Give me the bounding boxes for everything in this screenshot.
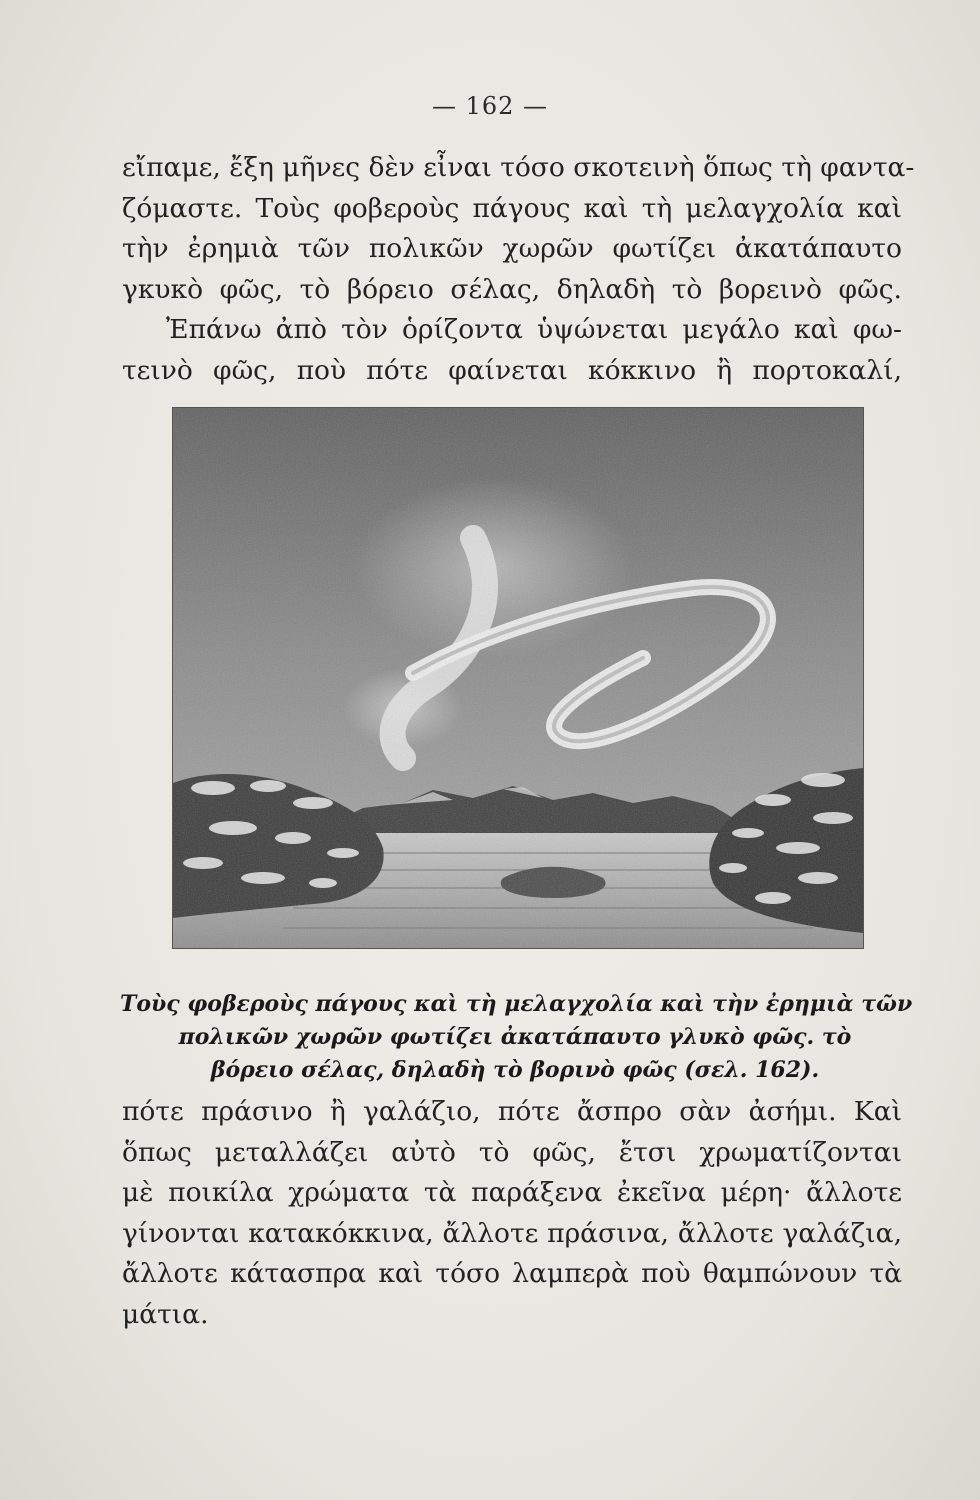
text-line: γκυκὸ φῶς, τὸ βόρειο σέλας, δηλαδὴ τὸ βορεινὸ φῶς. [122,273,902,305]
caption-line: πολικῶν χωρῶν φωτίζει ἀκατάπαυτο γλυκὸ φῶς. τὸ [178,1024,852,1050]
top-paragraph [122,148,915,391]
text-line: ζόμαστε. Τοὺς φοβεροὺς πάγους καὶ τὴ μελαγχολία καὶ [122,192,902,224]
aurora-illustration [172,407,864,949]
caption-line: βόρειο σέλας, δηλαδὴ τὸ βορινὸ φῶς (σελ. 162). [210,1057,820,1083]
page-number: — 162 — [431,92,549,120]
text-line: εἴπαμε, ἔξη μῆνες δὲν εἶναι τόσο σκοτεινὴ ὅπως τὴ φαντα- [122,152,915,183]
text-line: τεινὸ φῶς, ποὺ πότε φαίνεται κόκκινο ἢ πορτοκαλί, [122,354,902,386]
text-line: μάτια. [122,1298,209,1330]
figure-caption [120,988,913,1087]
bottom-paragraph [122,1092,902,1335]
aurora-landscape-picture [173,408,863,948]
text-line: τὴν ἐρημιὰ τῶν πολικῶν χωρῶν φωτίζει ἀκατάπαυτο [122,233,902,264]
text-line: ὅπως μεταλλάζει αὐτὸ τὸ φῶς, ἔτσι χρωματίζονται [122,1136,902,1168]
text-line: Ἐπάνω ἀπὸ τὸν ὁρίζοντα ὑψώνεται μεγάλο καὶ φω- [166,314,902,345]
text-line: μὲ ποικίλα χρώματα τὰ παράξενα ἐκεῖνα μέρη· ἄλλοτε [122,1177,902,1208]
caption-line: Τοὺς φοβεροὺς πάγους καὶ τὴ μελαγχολία καὶ τὴν ἐρημιὰ τῶν [120,991,913,1017]
text-line: ἄλλοτε κάτασπρα καὶ τόσο λαμπερὰ ποὺ θαμπώνουν τὰ [122,1258,902,1289]
text-line: γίνονται κατακόκκινα, ἄλλοτε πράσινα, ἄλλοτε γαλάζια, [122,1217,902,1249]
text-line: πότε πράσινο ἢ γαλάζιο, πότε ἄσπρο σὰν ἀσήμι. Καὶ [122,1096,902,1127]
